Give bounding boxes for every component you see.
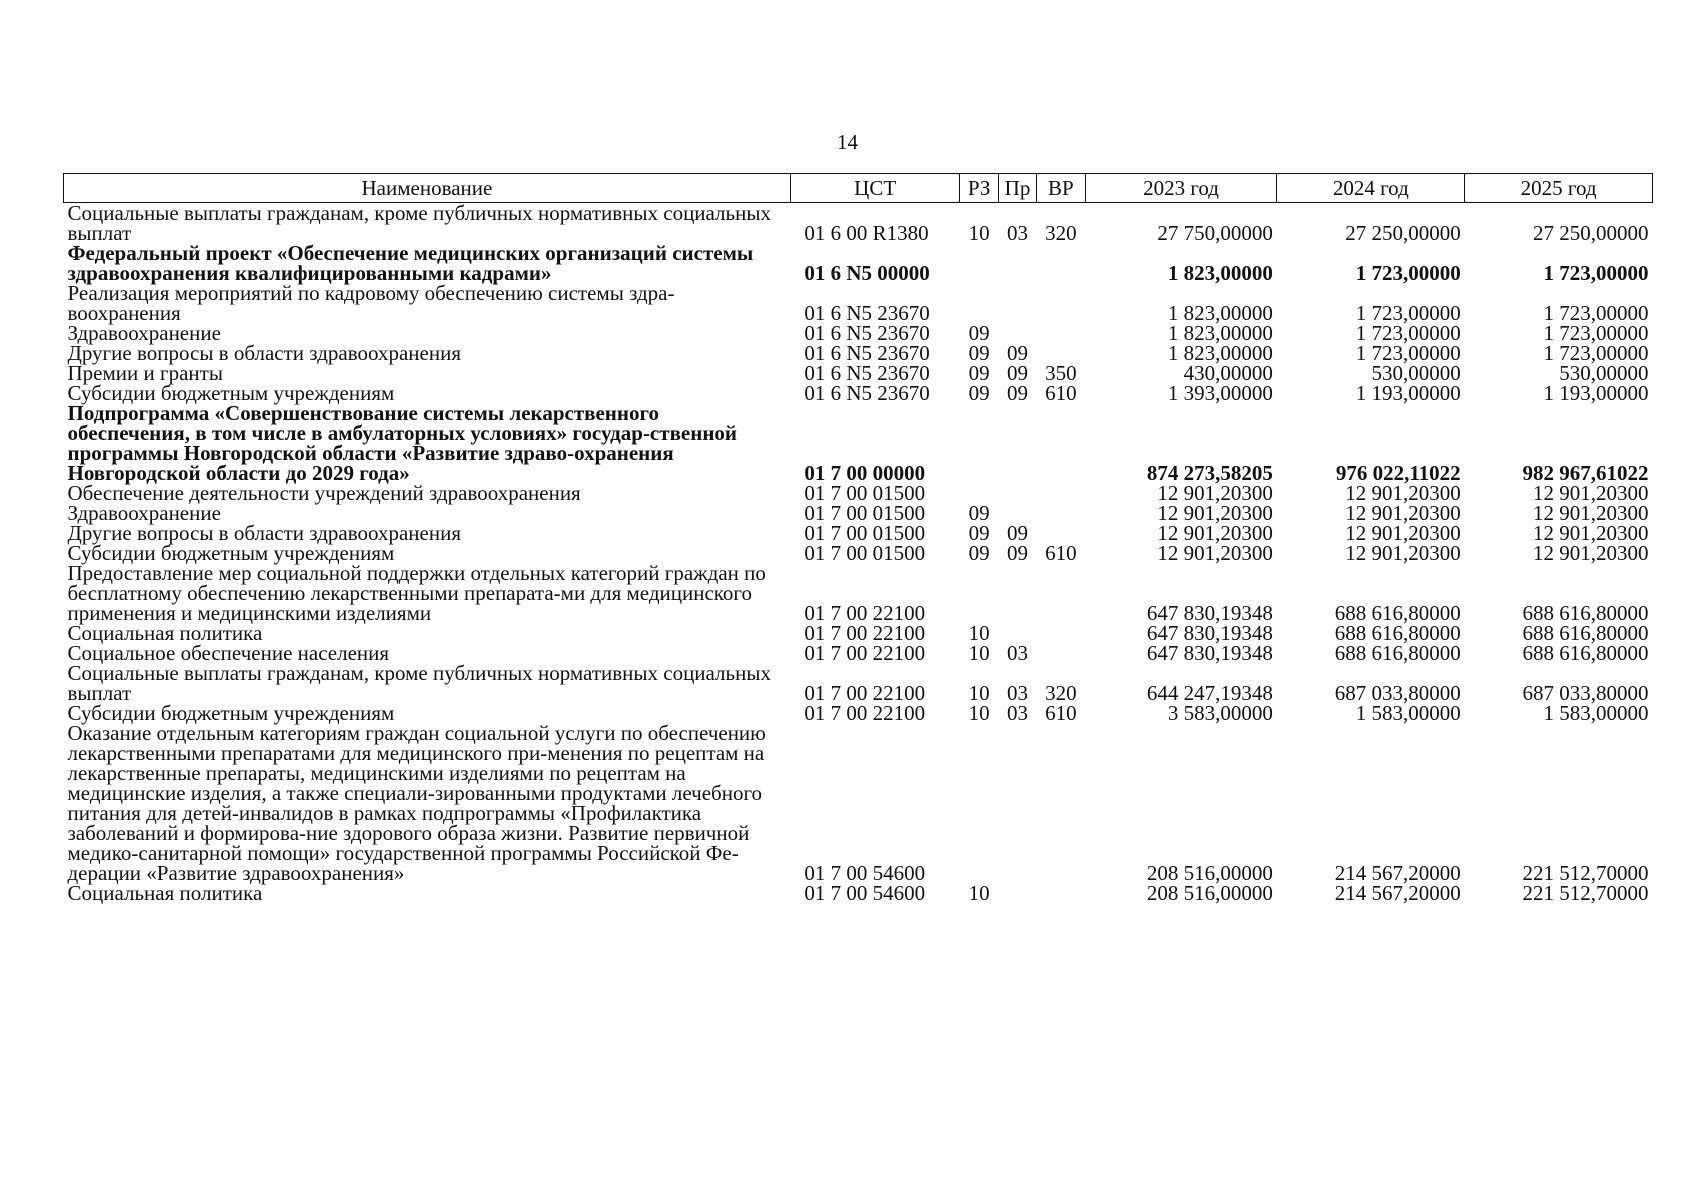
- cell-y2025: 12 901,20300: [1533, 481, 1649, 505]
- cell-vr: [1037, 523, 1085, 543]
- header-cst: ЦСТ: [790, 174, 960, 203]
- cell-pr: 09: [1006, 341, 1028, 365]
- cell-cst: 01 6 N5 23670: [804, 381, 930, 405]
- cell-y2025: 12 901,20300: [1533, 501, 1649, 525]
- cell-rz: 09: [968, 381, 990, 405]
- cell-cst: 01 6 00 R1380: [804, 221, 929, 245]
- cell-name: Социальное обеспечение населения: [67, 641, 390, 665]
- cell-name: Предоставление мер социальной поддержки отдельных категорий граждан по бесплатному обеспечению лекарственными препарата-ми для медицинского применения и медицинскими изделиями: [67, 561, 766, 625]
- cell-y2023: 430,00000: [1183, 361, 1273, 385]
- cell-cst: 01 7 00 54600: [804, 881, 926, 905]
- cell-y2024: 214 567,20000: [1334, 861, 1461, 885]
- cell-y2025: 221 512,70000: [1522, 881, 1649, 905]
- cell-y2025: 1 723,00000: [1543, 301, 1649, 325]
- cell-y2024: 688 616,80000: [1334, 641, 1461, 665]
- cell-y2023: 647 830,19348: [1146, 621, 1273, 645]
- table-row: [64, 403, 1653, 483]
- cell-rz: 09: [968, 521, 990, 545]
- cell-rz: [960, 563, 998, 623]
- cell-y2025: 688 616,80000: [1522, 641, 1649, 665]
- cell-y2024: 1 193,00000: [1355, 381, 1461, 405]
- cell-y2023: 27 750,00000: [1157, 221, 1273, 245]
- cell-pr: [998, 323, 1036, 343]
- cell-y2024: 12 901,20300: [1345, 541, 1461, 565]
- cell-vr: 320: [1045, 221, 1077, 245]
- cell-y2025: 687 033,80000: [1522, 681, 1649, 705]
- cell-cst: 01 6 N5 00000: [804, 261, 930, 285]
- cell-vr: [1037, 723, 1085, 883]
- cell-name: Здравоохранение: [67, 321, 221, 345]
- cell-vr: [1037, 503, 1085, 523]
- cell-cst: 01 7 00 00000: [804, 461, 926, 485]
- cell-pr: 03: [1006, 701, 1028, 725]
- cell-name: Премии и гранты: [67, 361, 223, 385]
- table-row: [64, 883, 1653, 903]
- cell-rz: 10: [968, 641, 990, 665]
- header-pr: Пр: [998, 174, 1036, 203]
- cell-y2023: 1 393,00000: [1167, 381, 1273, 405]
- cell-cst: 01 6 N5 23670: [804, 341, 930, 365]
- header-name: Наименование: [64, 174, 791, 203]
- cell-vr: [1037, 403, 1085, 483]
- cell-cst: 01 7 00 22100: [804, 601, 926, 625]
- cell-y2025: 530,00000: [1559, 361, 1649, 385]
- cell-pr: [998, 483, 1036, 503]
- cell-rz: 09: [968, 321, 990, 345]
- cell-vr: [1037, 283, 1085, 323]
- table-row: [64, 523, 1653, 543]
- cell-name: Реализация мероприятий по кадровому обеспечению системы здра-воохранения: [67, 281, 675, 325]
- cell-vr: [1037, 343, 1085, 363]
- cell-y2023: 1 823,00000: [1167, 301, 1273, 325]
- cell-pr: 09: [1006, 381, 1028, 405]
- table-row: [64, 343, 1653, 363]
- header-2023: 2023 год: [1085, 174, 1277, 203]
- cell-y2024: 12 901,20300: [1345, 501, 1461, 525]
- cell-rz: 10: [968, 701, 990, 725]
- cell-vr: [1037, 563, 1085, 623]
- cell-rz: [960, 723, 998, 883]
- cell-vr: [1037, 483, 1085, 503]
- table-row: [64, 663, 1653, 703]
- table-row: [64, 543, 1653, 563]
- cell-pr: [998, 883, 1036, 903]
- cell-rz: [960, 243, 998, 283]
- cell-y2023: 644 247,19348: [1146, 681, 1273, 705]
- header-2025: 2025 год: [1465, 174, 1653, 203]
- cell-cst: 01 7 00 01500: [804, 521, 926, 545]
- cell-name: Социальные выплаты гражданам, кроме публичных нормативных социальных выплат: [67, 201, 771, 245]
- cell-pr: [998, 403, 1036, 483]
- cell-y2025: 982 967,61022: [1522, 461, 1649, 485]
- cell-rz: 10: [968, 681, 990, 705]
- table-row: [64, 723, 1653, 883]
- cell-y2025: 221 512,70000: [1522, 861, 1649, 885]
- table-row: [64, 203, 1653, 244]
- cell-y2024: 1 723,00000: [1355, 321, 1461, 345]
- table-row: [64, 383, 1653, 403]
- budget-table: [63, 173, 1653, 903]
- cell-name: Подпрограмма «Совершенствование системы лекарственного обеспечения, в том числе в амбулаторных условиях» государ-ственной программы Новгородской области «Развитие здраво-охранения Новгородской области до 2029 года»: [67, 401, 738, 485]
- cell-y2025: 1 723,00000: [1543, 261, 1649, 285]
- cell-y2023: 1 823,00000: [1167, 341, 1273, 365]
- cell-name: Социальная политика: [67, 621, 263, 645]
- cell-name: Другие вопросы в области здравоохранения: [67, 341, 461, 365]
- cell-y2025: 12 901,20300: [1533, 521, 1649, 545]
- cell-name: Федеральный проект «Обеспечение медицинских организаций системы здравоохранения квалифицированными кадрами»: [67, 241, 754, 285]
- cell-pr: [998, 563, 1036, 623]
- cell-y2025: 27 250,00000: [1533, 221, 1649, 245]
- cell-y2025: 1 723,00000: [1543, 341, 1649, 365]
- cell-rz: 10: [968, 621, 990, 645]
- cell-y2024: 1 723,00000: [1355, 301, 1461, 325]
- cell-y2024: 1 723,00000: [1355, 261, 1461, 285]
- cell-name: Субсидии бюджетным учреждениям: [67, 701, 395, 725]
- cell-vr: 610: [1045, 701, 1077, 725]
- table-row: [64, 623, 1653, 643]
- cell-vr: [1037, 323, 1085, 343]
- cell-name: Субсидии бюджетным учреждениям: [67, 381, 395, 405]
- cell-rz: [960, 483, 998, 503]
- cell-pr: [998, 723, 1036, 883]
- cell-rz: 10: [968, 221, 990, 245]
- cell-cst: 01 6 N5 23670: [804, 321, 930, 345]
- cell-name: Другие вопросы в области здравоохранения: [67, 521, 461, 545]
- header-2024: 2024 год: [1277, 174, 1465, 203]
- cell-y2024: 27 250,00000: [1345, 221, 1461, 245]
- cell-y2025: 1 583,00000: [1543, 701, 1649, 725]
- cell-vr: 320: [1045, 681, 1077, 705]
- cell-cst: 01 7 00 22100: [804, 641, 926, 665]
- cell-y2023: 208 516,00000: [1146, 881, 1273, 905]
- cell-pr: 09: [1006, 521, 1028, 545]
- cell-cst: 01 6 N5 23670: [804, 301, 930, 325]
- cell-y2025: 688 616,80000: [1522, 621, 1649, 645]
- cell-y2023: 12 901,20300: [1157, 501, 1273, 525]
- cell-rz: 09: [968, 541, 990, 565]
- cell-pr: [998, 243, 1036, 283]
- cell-pr: 03: [1006, 641, 1028, 665]
- cell-y2023: 874 273,58205: [1146, 461, 1273, 485]
- cell-cst: 01 7 00 01500: [804, 541, 926, 565]
- cell-cst: 01 7 00 22100: [804, 621, 926, 645]
- cell-y2023: 1 823,00000: [1167, 261, 1273, 285]
- cell-name: Субсидии бюджетным учреждениям: [67, 541, 395, 565]
- cell-pr: [998, 503, 1036, 523]
- cell-rz: [960, 403, 998, 483]
- cell-y2025: 12 901,20300: [1533, 541, 1649, 565]
- cell-y2024: 530,00000: [1371, 361, 1461, 385]
- cell-y2025: 1 723,00000: [1543, 321, 1649, 345]
- cell-name: Обеспечение деятельности учреждений здравоохранения: [67, 481, 581, 505]
- table-row: [64, 323, 1653, 343]
- cell-y2023: 3 583,00000: [1167, 701, 1273, 725]
- cell-cst: 01 6 N5 23670: [804, 361, 930, 385]
- cell-y2024: 214 567,20000: [1334, 881, 1461, 905]
- cell-name: Социальные выплаты гражданам, кроме публичных нормативных социальных выплат: [67, 661, 771, 705]
- cell-vr: 610: [1045, 381, 1077, 405]
- cell-pr: [998, 623, 1036, 643]
- cell-pr: 03: [1006, 681, 1028, 705]
- table-row: [64, 503, 1653, 523]
- cell-cst: 01 7 00 01500: [804, 481, 926, 505]
- cell-y2024: 976 022,11022: [1335, 461, 1461, 485]
- cell-pr: 09: [1006, 361, 1028, 385]
- cell-rz: [960, 283, 998, 323]
- cell-vr: [1037, 623, 1085, 643]
- cell-y2023: 12 901,20300: [1157, 481, 1273, 505]
- cell-y2023: 647 830,19348: [1146, 601, 1273, 625]
- cell-name: Оказание отдельным категориям граждан социальной услуги по обеспечению лекарственными препаратами для медицинского при-менения по рецептам на лекарственные препараты, медицинскими изделиями по рецептам на медицинские изделия, а также специали-зированными продуктами лечебного питания для детей-инвалидов в рамках подпрограммы «Профилактика заболеваний и формирова-ние здорового образа жизни. Развитие первичной медико-санитарной помощи» государственной программы Российской Фе-дерации «Развитие здравоохранения»: [67, 721, 766, 885]
- header-vr: ВР: [1037, 174, 1085, 203]
- cell-y2025: 688 616,80000: [1522, 601, 1649, 625]
- cell-cst: 01 7 00 01500: [804, 501, 926, 525]
- table-row: [64, 363, 1653, 383]
- cell-vr: 350: [1045, 361, 1077, 385]
- header-rz: РЗ: [960, 174, 998, 203]
- cell-y2024: 687 033,80000: [1334, 681, 1461, 705]
- cell-y2024: 1 723,00000: [1355, 341, 1461, 365]
- table-row: [64, 483, 1653, 503]
- cell-name: Здравоохранение: [67, 501, 221, 525]
- table-header-row: [64, 174, 1653, 203]
- cell-vr: [1037, 643, 1085, 663]
- cell-vr: [1037, 883, 1085, 903]
- cell-y2024: 688 616,80000: [1334, 601, 1461, 625]
- cell-vr: [1037, 243, 1085, 283]
- cell-pr: 03: [1006, 221, 1028, 245]
- cell-y2023: 647 830,19348: [1146, 641, 1273, 665]
- cell-rz: 09: [968, 501, 990, 525]
- cell-y2023: 1 823,00000: [1167, 321, 1273, 345]
- table-row: [64, 703, 1653, 723]
- cell-y2024: 12 901,20300: [1345, 481, 1461, 505]
- cell-name: Социальная политика: [67, 881, 263, 905]
- cell-pr: 09: [1006, 541, 1028, 565]
- cell-y2024: 1 583,00000: [1355, 701, 1461, 725]
- table-row: [64, 643, 1653, 663]
- table-row: [64, 243, 1653, 283]
- table-row: [64, 563, 1653, 623]
- cell-rz: 10: [968, 881, 990, 905]
- table-row: [64, 283, 1653, 323]
- cell-cst: 01 7 00 22100: [804, 681, 926, 705]
- cell-y2023: 208 516,00000: [1146, 861, 1273, 885]
- cell-rz: 09: [968, 341, 990, 365]
- cell-pr: [998, 283, 1036, 323]
- cell-vr: 610: [1045, 541, 1077, 565]
- table-body: [64, 203, 1653, 904]
- page-number: 14: [837, 130, 858, 154]
- cell-cst: 01 7 00 22100: [804, 701, 926, 725]
- cell-rz: 09: [968, 361, 990, 385]
- cell-y2025: 1 193,00000: [1543, 381, 1649, 405]
- cell-y2023: 12 901,20300: [1157, 541, 1273, 565]
- cell-y2024: 12 901,20300: [1345, 521, 1461, 545]
- cell-y2023: 12 901,20300: [1157, 521, 1273, 545]
- cell-cst: 01 7 00 54600: [804, 861, 926, 885]
- cell-y2024: 688 616,80000: [1334, 621, 1461, 645]
